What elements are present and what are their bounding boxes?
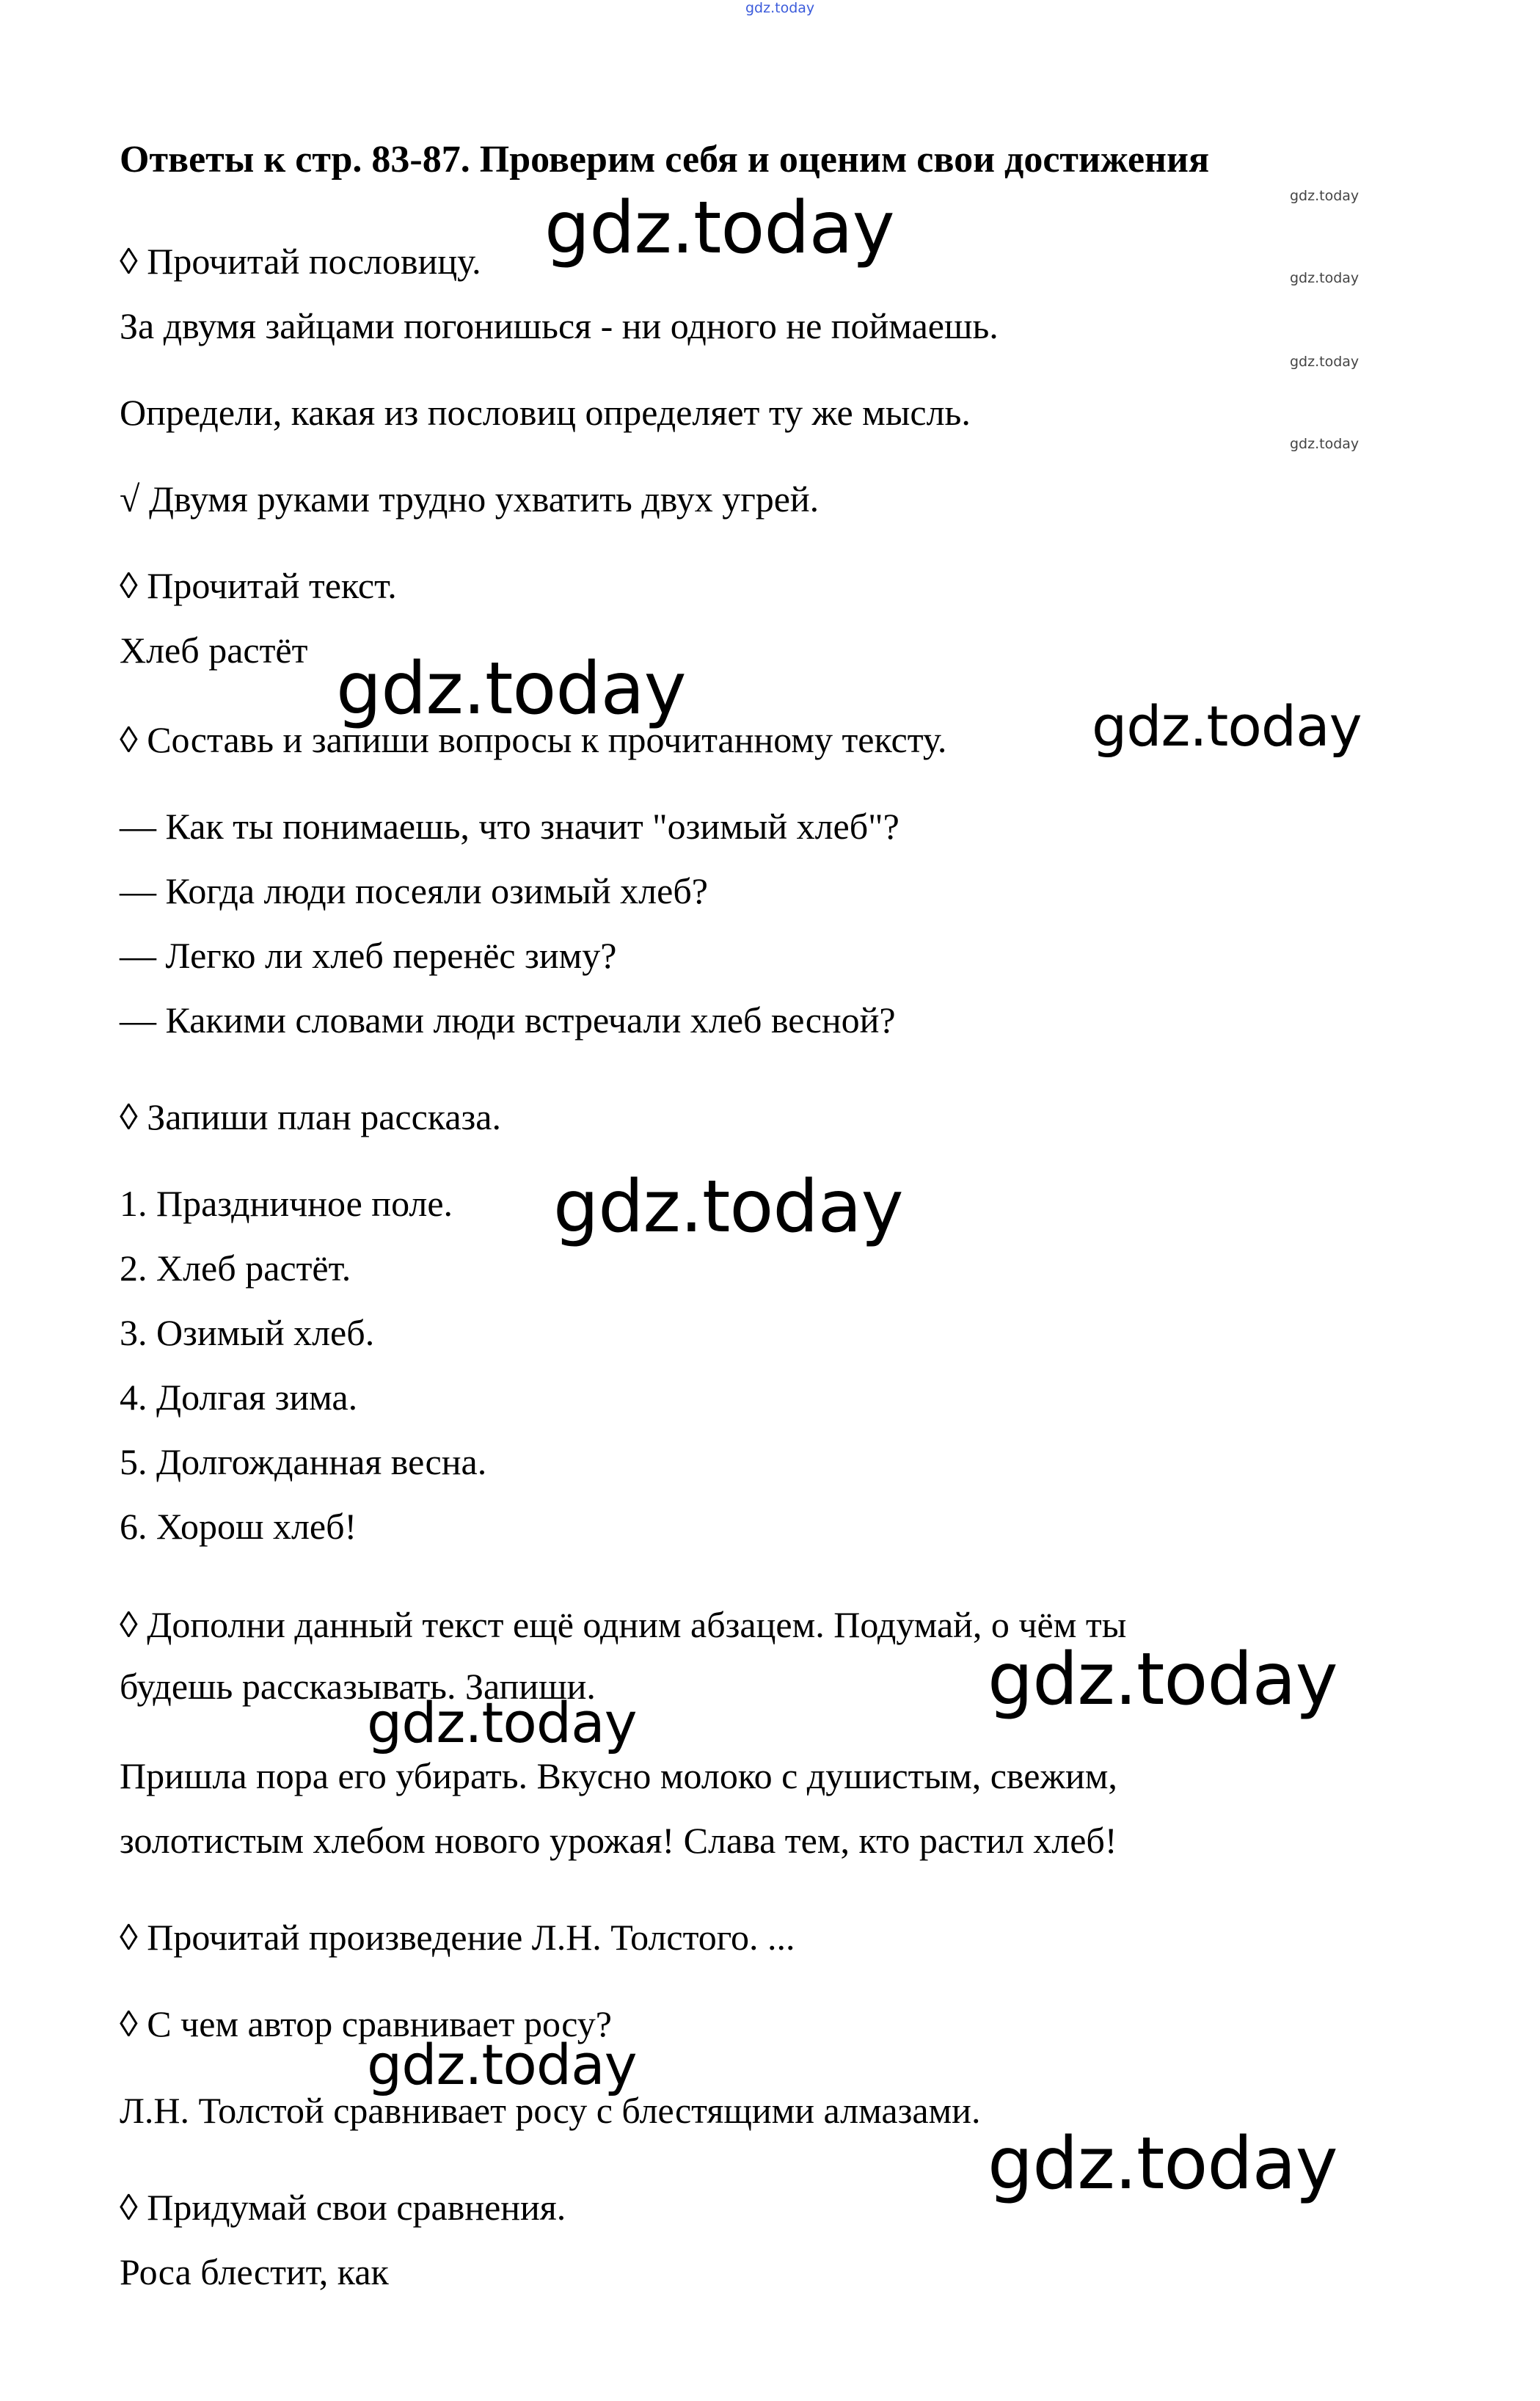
watermark-medium: gdz.today xyxy=(1092,693,1362,759)
paragraph-line: Пришла пора его убирать. Вкусно молоко с душистым, свежим, xyxy=(120,1755,1117,1796)
watermark-medium: gdz.today xyxy=(367,2032,637,2097)
watermark-large: gdz.today xyxy=(336,647,686,731)
question-item: — Какими словами люди встречали хлеб весной? xyxy=(120,999,896,1041)
watermark-medium: gdz.today xyxy=(367,1690,637,1755)
task-dew-question: ◊ С чем автор сравнивает росу? xyxy=(120,2003,612,2044)
task-add-paragraph-cont: будешь рассказывать. Запиши. xyxy=(120,1666,596,1707)
plan-item: 1. Праздничное поле. xyxy=(120,1183,453,1224)
dew-answer: Л.Н. Толстой сравнивает росу с блестящими алмазами. xyxy=(120,2090,981,2131)
answer-proverb: √ Двумя руками трудно ухватить двух угрей. xyxy=(120,478,820,520)
paragraph-line: золотистым хлебом нового урожая! Слава тем, кто растил хлеб! xyxy=(120,1820,1117,1861)
task-add-paragraph: ◊ Дополни данный текст ещё одним абзацем. Подумай, о чём ты xyxy=(120,1604,1127,1645)
plan-item: 3. Озимый хлеб. xyxy=(120,1312,375,1353)
task-find-proverb: Определи, какая из пословиц определяет ту же мысль. xyxy=(120,392,971,433)
page-title: Ответы к стр. 83-87. Проверим себя и оценим свои достижения xyxy=(120,139,1210,181)
text-title: Хлеб растёт xyxy=(120,630,308,671)
plan-item: 2. Хлеб растёт. xyxy=(120,1247,351,1289)
watermark-top: gdz.today xyxy=(745,0,815,16)
proverb-text: За двумя зайцами погонишься - ни одного не поймаешь. xyxy=(120,305,999,346)
task-questions: ◊ Составь и запиши вопросы к прочитанному тексту. xyxy=(120,719,947,760)
plan-item: 6. Хорош хлеб! xyxy=(120,1506,357,1547)
watermark-large: gdz.today xyxy=(544,186,894,270)
watermark-small: gdz.today xyxy=(1290,188,1360,204)
watermark-large: gdz.today xyxy=(988,1638,1338,1721)
watermark-small: gdz.today xyxy=(1290,354,1360,370)
task-read-proverb: ◊ Прочитай пословицу. xyxy=(120,241,481,282)
plan-item: 5. Долгожданная весна. xyxy=(120,1441,487,1482)
comparison-answer: Роса блестит, как xyxy=(120,2251,389,2292)
watermark-large: gdz.today xyxy=(553,1165,903,1249)
question-item: — Легко ли хлеб перенёс зиму? xyxy=(120,935,617,976)
task-read-text: ◊ Прочитай текст. xyxy=(120,565,397,606)
plan-item: 4. Долгая зима. xyxy=(120,1377,358,1418)
task-plan: ◊ Запиши план рассказа. xyxy=(120,1096,501,1137)
task-read-tolstoy: ◊ Прочитай произведение Л.Н. Толстого. ... xyxy=(120,1917,795,1958)
watermark-small: gdz.today xyxy=(1290,436,1360,452)
question-item: — Как ты понимаешь, что значит "озимый хлеб"? xyxy=(120,806,899,847)
task-comparisons: ◊ Придумай свои сравнения. xyxy=(120,2187,566,2228)
question-item: — Когда люди посеяли озимый хлеб? xyxy=(120,870,708,911)
watermark-small: gdz.today xyxy=(1290,270,1360,286)
watermark-large: gdz.today xyxy=(988,2122,1338,2206)
